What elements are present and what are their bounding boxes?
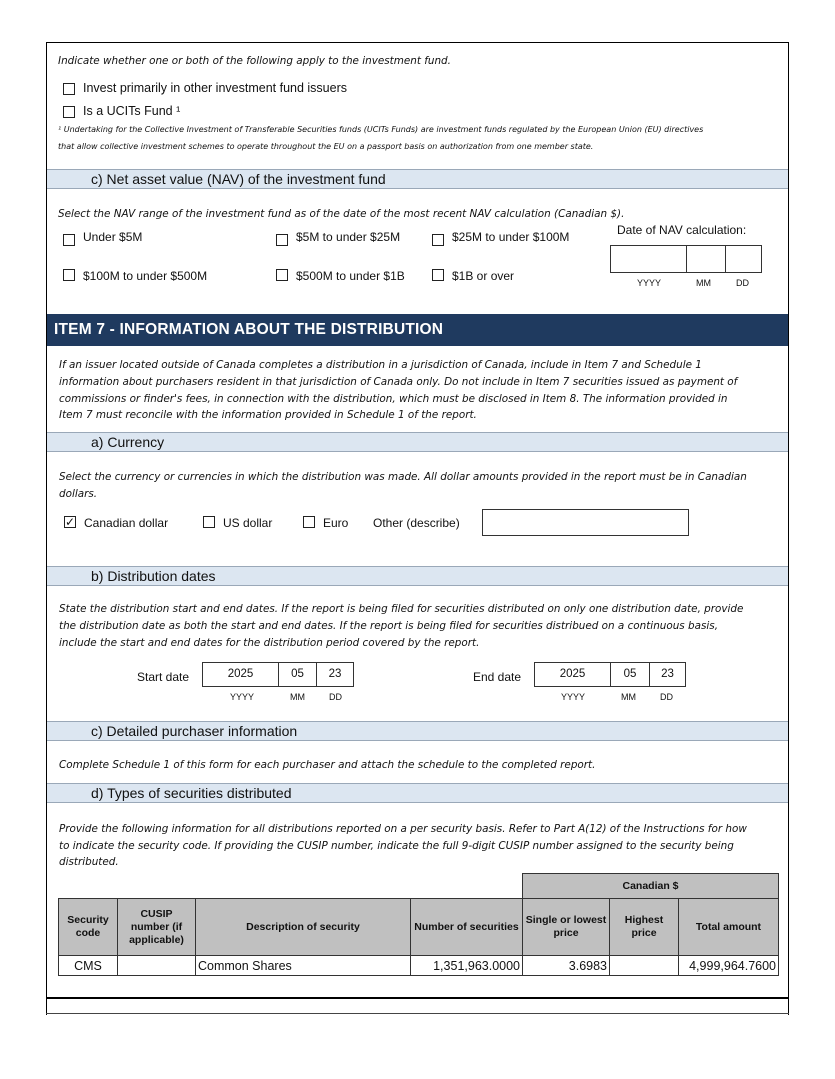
form-page [46,42,789,1015]
start-date-day[interactable]: 23 [316,662,354,687]
end-date-day[interactable]: 23 [649,662,686,687]
currency-instruction-line1: Select the currency or currencies in which the distribution was made. All dollar amounts provided in the report must be in Canadian [59,471,747,483]
start-yyyy-caption: YYYY [230,692,255,702]
nav-date-year-field[interactable] [610,245,687,273]
start-date-month[interactable]: 05 [278,662,317,687]
nav-mm-caption: MM [696,278,711,288]
currency-instruction-line2: dollars. [59,488,98,500]
dates-instruction-line2: the distribution date as both the start and end dates. If the report is being filed for securities distribued on a continuous basis, [59,620,719,632]
purchaser-heading: c) Detailed purchaser information [91,723,298,739]
euro-checkbox[interactable] [303,516,315,528]
table-row [59,956,779,976]
invest-other-funds-checkbox[interactable] [63,83,75,95]
col-security-code: Security code [59,899,118,956]
nav-500m-1b-label: $500M to under $1B [296,269,405,283]
col-cusip: CUSIP number (if applicable) [118,899,196,956]
dates-instruction-line3: include the start and end dates for the distribution period covered by the report. [59,637,480,649]
nav-25m-100m-label: $25M to under $100M [452,230,570,244]
end-date-label: End date [473,670,522,684]
form-bottom-border [46,997,789,999]
fund-apply-intro: Indicate whether one or both of the following apply to the investment fund. [58,55,451,67]
dates-heading: b) Distribution dates [91,568,216,584]
col-low-price: Single or lowest price [523,899,610,956]
nav-heading: c) Net asset value (NAV) of the investment fund [91,171,386,187]
start-date-label: Start date [137,670,190,684]
nav-date-month-field[interactable] [686,245,726,273]
dates-instruction-line1: State the distribution start and end dates. If the report is being filed for securities distributed on only one distribution date, provide [59,603,744,615]
ucits-fund-label: Is a UCITs Fund ¹ [83,104,181,118]
page-bottom-rule [46,1013,789,1014]
nav-100m-500m-checkbox[interactable] [63,269,75,281]
purchaser-section-header [47,721,788,741]
end-date-month[interactable]: 05 [610,662,650,687]
nav-date-label: Date of NAV calculation: [617,223,747,237]
nav-instruction: Select the NAV range of the investment fund as of the date of the most recent NAV calculation (Canadian $). [58,208,625,220]
purchaser-instruction: Complete Schedule 1 of this form for each purchaser and attach the schedule to the completed report. [59,759,596,771]
nav-500m-1b-checkbox[interactable] [276,269,288,281]
currency-section-header [47,432,788,452]
canadian-dollar-group-header: Canadian $ [523,874,779,899]
item7-intro-line3: commissions or finder's fees, in connection with the distribution, which must be disclosed in Item 8. The information provided in [59,393,728,405]
nav-under-5m-checkbox[interactable] [63,234,75,246]
dates-section-header [47,566,788,586]
description-cell[interactable]: Common Shares [196,956,411,976]
nav-yyyy-caption: YYYY [637,278,662,288]
canadian-dollar-checkbox[interactable]: ✓ [65,515,76,529]
securities-section-header [47,783,788,803]
col-total: Total amount [679,899,779,956]
nav-dd-caption: DD [736,278,749,288]
ucits-fund-checkbox[interactable] [63,106,75,118]
nav-5m-25m-checkbox[interactable] [276,234,288,246]
cusip-cell[interactable] [118,956,196,976]
currency-heading: a) Currency [91,434,165,450]
other-currency-input[interactable] [482,509,689,536]
end-date-year[interactable]: 2025 [534,662,611,687]
end-dd-caption: DD [660,692,673,702]
ucits-footnote-line1: ¹ Undertaking for the Collective Investment of Transferable Securities funds (UCITs Funds) are investment funds regulated by the European Union (EU) directives [58,125,704,134]
col-description: Description of security [196,899,411,956]
nav-5m-25m-label: $5M to under $25M [296,230,401,244]
low-price-cell[interactable]: 3.6983 [523,956,610,976]
us-dollar-label: US dollar [223,516,273,530]
start-date-year[interactable]: 2025 [202,662,279,687]
item7-intro-line1: If an issuer located outside of Canada completes a distribution in a jurisdiction of Canada, include in Item 7 and Schedule 1 [59,359,702,371]
euro-label: Euro [323,516,349,530]
nav-section-header [47,169,788,189]
item7-intro-line2: information about purchasers resident in that jurisdiction of Canada only. Do not include in Item 7 securities issued as payment of [59,376,738,388]
start-dd-caption: DD [329,692,342,702]
invest-other-funds-label: Invest primarily in other investment fund issuers [83,81,347,95]
us-dollar-checkbox[interactable] [203,516,215,528]
number-cell[interactable]: 1,351,963.0000 [411,956,523,976]
securities-instruction-line1: Provide the following information for all distributions reported on a per security basis. Refer to Part A(12) of the Instructions for how [59,823,747,835]
high-price-cell[interactable] [610,956,679,976]
nav-under-5m-label: Under $5M [83,230,143,244]
nav-25m-100m-checkbox[interactable] [432,234,444,246]
col-number: Number of securities [411,899,523,956]
security-code-cell[interactable]: CMS [59,956,118,976]
total-cell[interactable]: 4,999,964.7600 [679,956,779,976]
canadian-dollar-label: Canadian dollar [84,516,169,530]
item7-title: ITEM 7 - INFORMATION ABOUT THE DISTRIBUTION [54,321,444,338]
item7-intro-line4: Item 7 must reconcile with the information provided in Schedule 1 of the report. [59,409,477,421]
item7-header [47,314,788,346]
end-yyyy-caption: YYYY [561,692,586,702]
securities-heading: d) Types of securities distributed [91,785,292,801]
securities-instruction-line2: to indicate the security code. If providing the CUSIP number, indicate the full 9-digit CUSIP number assigned to the security being [59,840,734,852]
nav-1b-over-label: $1B or over [452,269,515,283]
nav-date-day-field[interactable] [725,245,762,273]
ucits-footnote-line2: that allow collective investment schemes to operate throughout the EU on a passport basis on authorization from one member state. [58,142,594,151]
securities-instruction-line3: distributed. [59,856,119,868]
start-mm-caption: MM [290,692,305,702]
nav-1b-over-checkbox[interactable] [432,269,444,281]
nav-100m-500m-label: $100M to under $500M [83,269,208,283]
col-high-price: Highest price [610,899,679,956]
other-currency-label: Other (describe) [373,516,460,530]
securities-table [58,873,779,976]
end-mm-caption: MM [621,692,636,702]
